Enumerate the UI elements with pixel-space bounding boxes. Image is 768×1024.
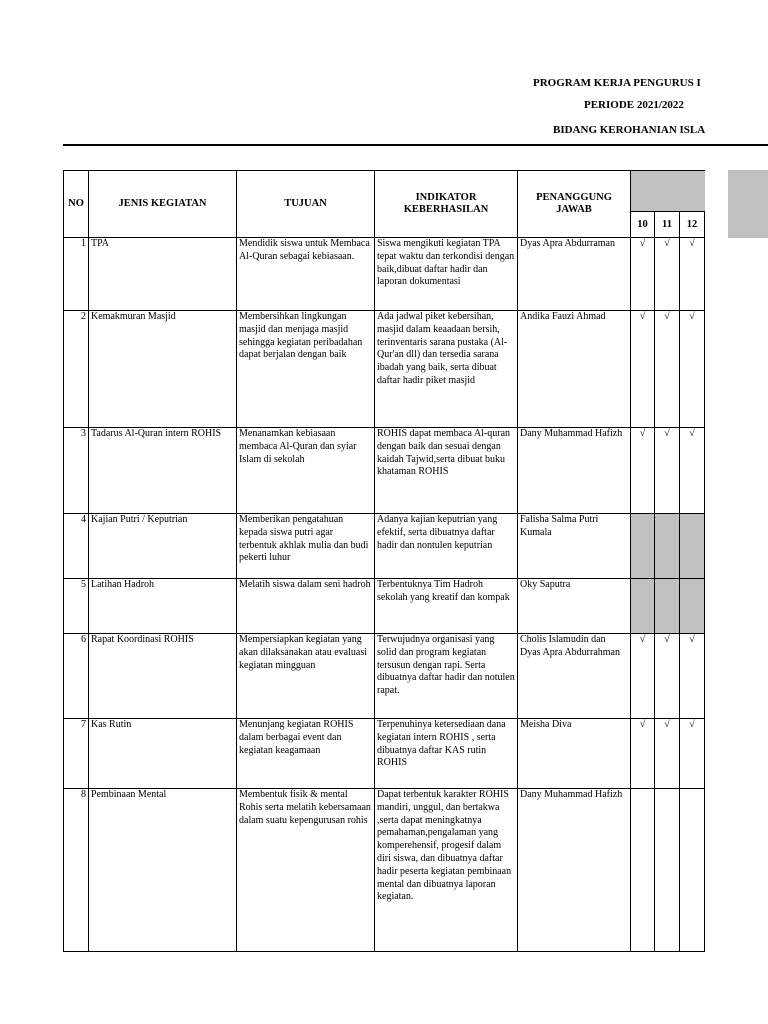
row-pj: Meisha Diva bbox=[518, 719, 631, 789]
check-mark: √ bbox=[631, 428, 655, 514]
table-row bbox=[64, 428, 705, 514]
table-row bbox=[64, 311, 705, 428]
row-indikator: Terwujudnya organisasi yang solid dan program kegiatan tersusun dengan rapi. Serta dibuatnya daftar hadir dan notulen rapat. bbox=[375, 634, 518, 719]
month-cell bbox=[680, 789, 705, 952]
month-cell bbox=[655, 514, 680, 579]
check-mark: √ bbox=[655, 719, 680, 789]
month-header-11: 11 bbox=[655, 212, 680, 238]
row-jenis: TPA bbox=[89, 238, 237, 311]
row-tujuan: Menunjang kegiatan ROHIS dalam berbagai event dan kegiatan keagamaan bbox=[237, 719, 375, 789]
check-mark: √ bbox=[655, 238, 680, 311]
table-row bbox=[64, 514, 705, 579]
month-cell bbox=[631, 514, 655, 579]
check-mark: √ bbox=[680, 428, 705, 514]
row-jenis: Kemakmuran Masjid bbox=[89, 311, 237, 428]
row-indikator: Terbentuknya Tim Hadroh sekolah yang kreatif dan kompak bbox=[375, 579, 518, 634]
month-cell bbox=[680, 514, 705, 579]
row-number: 3 bbox=[64, 428, 89, 514]
doc-title: PROGRAM KERJA PENGURUS I bbox=[533, 77, 701, 89]
row-tujuan: Memberikan pengatahuan kepada siswa putri agar terbentuk akhlak mulia dan budi pekerti luhur bbox=[237, 514, 375, 579]
row-tujuan: Melatih siswa dalam seni hadroh bbox=[237, 579, 375, 634]
header-shade-extension bbox=[728, 170, 768, 238]
row-pj: Andika Fauzi Ahmad bbox=[518, 311, 631, 428]
row-pj: Dany Muhammad Hafizh bbox=[518, 789, 631, 952]
check-mark: √ bbox=[655, 634, 680, 719]
col-header-jenis: JENIS KEGIATAN bbox=[89, 171, 237, 238]
row-number: 5 bbox=[64, 579, 89, 634]
row-pj: Dyas Apra Abdurraman bbox=[518, 238, 631, 311]
month-header-10: 10 bbox=[631, 212, 655, 238]
doc-period: PERIODE 2021/2022 bbox=[584, 99, 684, 111]
row-tujuan: Membentuk fisik & mental Rohis serta melatih kebersamaan dalam suatu kepengurusan rohis bbox=[237, 789, 375, 952]
row-number: 8 bbox=[64, 789, 89, 952]
row-number: 1 bbox=[64, 238, 89, 311]
month-cell bbox=[631, 789, 655, 952]
row-number: 7 bbox=[64, 719, 89, 789]
month-cell bbox=[655, 579, 680, 634]
row-tujuan: Mendidik siswa untuk Membaca Al-Quran sebagai kebiasaan. bbox=[237, 238, 375, 311]
program-table bbox=[63, 170, 705, 952]
doc-division: BIDANG KEROHANIAN ISLA bbox=[553, 124, 706, 136]
row-pj: Cholis Islamudin dan Dyas Apra Abdurrahman bbox=[518, 634, 631, 719]
months-header bbox=[631, 171, 705, 212]
row-indikator: Siswa mengikuti kegiatan TPA tepat waktu dan terkondisi dengan baik,dibuat daftar hadir dan laporan dokumentasi bbox=[375, 238, 518, 311]
row-jenis: Kajian Putri / Keputrian bbox=[89, 514, 237, 579]
row-jenis: Rapat Koordinasi ROHIS bbox=[89, 634, 237, 719]
check-mark: √ bbox=[680, 719, 705, 789]
col-header-tujuan: TUJUAN bbox=[237, 171, 375, 238]
row-indikator: Dapat terbentuk karakter ROHIS mandiri, unggul, dan bertakwa ,serta dapat meningkatnya pemahaman,pengalaman yang komperehensif, progesif dalam diri siswa, dan dibuatnya daftar hadir peserta kegiatan pembinaan mental dan dibuatnya laporan kegiatan. bbox=[375, 789, 518, 952]
table-row bbox=[64, 789, 705, 952]
header-rule bbox=[63, 144, 768, 146]
check-mark: √ bbox=[680, 634, 705, 719]
table-row bbox=[64, 719, 705, 789]
row-indikator: Ada jadwal piket kebersihan, masjid dalam keaadaan bersih, terinventaris sarana pustaka (Al-Qur'an dll) dan tersedia sarana ibadah yang baik, serta dibuat daftar hadir piket masjid bbox=[375, 311, 518, 428]
month-cell bbox=[680, 579, 705, 634]
row-pj: Dany Muhammad Hafizh bbox=[518, 428, 631, 514]
row-number: 6 bbox=[64, 634, 89, 719]
col-header-no: NO bbox=[64, 171, 89, 238]
row-jenis: Latihan Hadroh bbox=[89, 579, 237, 634]
row-indikator: ROHIS dapat membaca Al-quran dengan baik dan sesuai dengan kaidah Tajwid,serta dibuat buku khataman ROHIS bbox=[375, 428, 518, 514]
row-jenis: Pembinaan Mental bbox=[89, 789, 237, 952]
check-mark: √ bbox=[655, 428, 680, 514]
row-tujuan: Mempersiapkan kegiatan yang akan dilaksanakan atau evaluasi kegiatan mingguan bbox=[237, 634, 375, 719]
col-header-indikator: INDIKATOR KEBERHASILAN bbox=[375, 171, 518, 238]
table-row bbox=[64, 634, 705, 719]
table-row bbox=[64, 579, 705, 634]
check-mark: √ bbox=[631, 719, 655, 789]
check-mark: √ bbox=[680, 238, 705, 311]
row-number: 2 bbox=[64, 311, 89, 428]
col-header-pj: PENANGGUNG JAWAB bbox=[518, 171, 631, 238]
row-tujuan: Membersihkan lingkungan masjid dan menjaga masjid sehingga kegiatan peribadahan dapat berjalan dengan baik bbox=[237, 311, 375, 428]
row-indikator: Terpenuhinya ketersediaan dana kegiatan intern ROHIS , serta dibuatnya daftar KAS rutin ROHIS bbox=[375, 719, 518, 789]
check-mark: √ bbox=[655, 311, 680, 428]
month-cell bbox=[655, 789, 680, 952]
month-header-12: 12 bbox=[680, 212, 705, 238]
row-pj: Falisha Salma Putri Kumala bbox=[518, 514, 631, 579]
row-number: 4 bbox=[64, 514, 89, 579]
check-mark: √ bbox=[680, 311, 705, 428]
row-tujuan: Menanamkan kebiasaan membaca Al-Quran dan syiar Islam di sekolah bbox=[237, 428, 375, 514]
month-cell bbox=[631, 579, 655, 634]
check-mark: √ bbox=[631, 311, 655, 428]
check-mark: √ bbox=[631, 634, 655, 719]
row-jenis: Tadarus Al-Quran intern ROHIS bbox=[89, 428, 237, 514]
row-pj: Oky Saputra bbox=[518, 579, 631, 634]
table-row bbox=[64, 238, 705, 311]
row-indikator: Adanya kajian keputrian yang efektif, serta dibuatnya daftar hadir dan nontulen keputrian bbox=[375, 514, 518, 579]
check-mark: √ bbox=[631, 238, 655, 311]
row-jenis: Kas Rutin bbox=[89, 719, 237, 789]
